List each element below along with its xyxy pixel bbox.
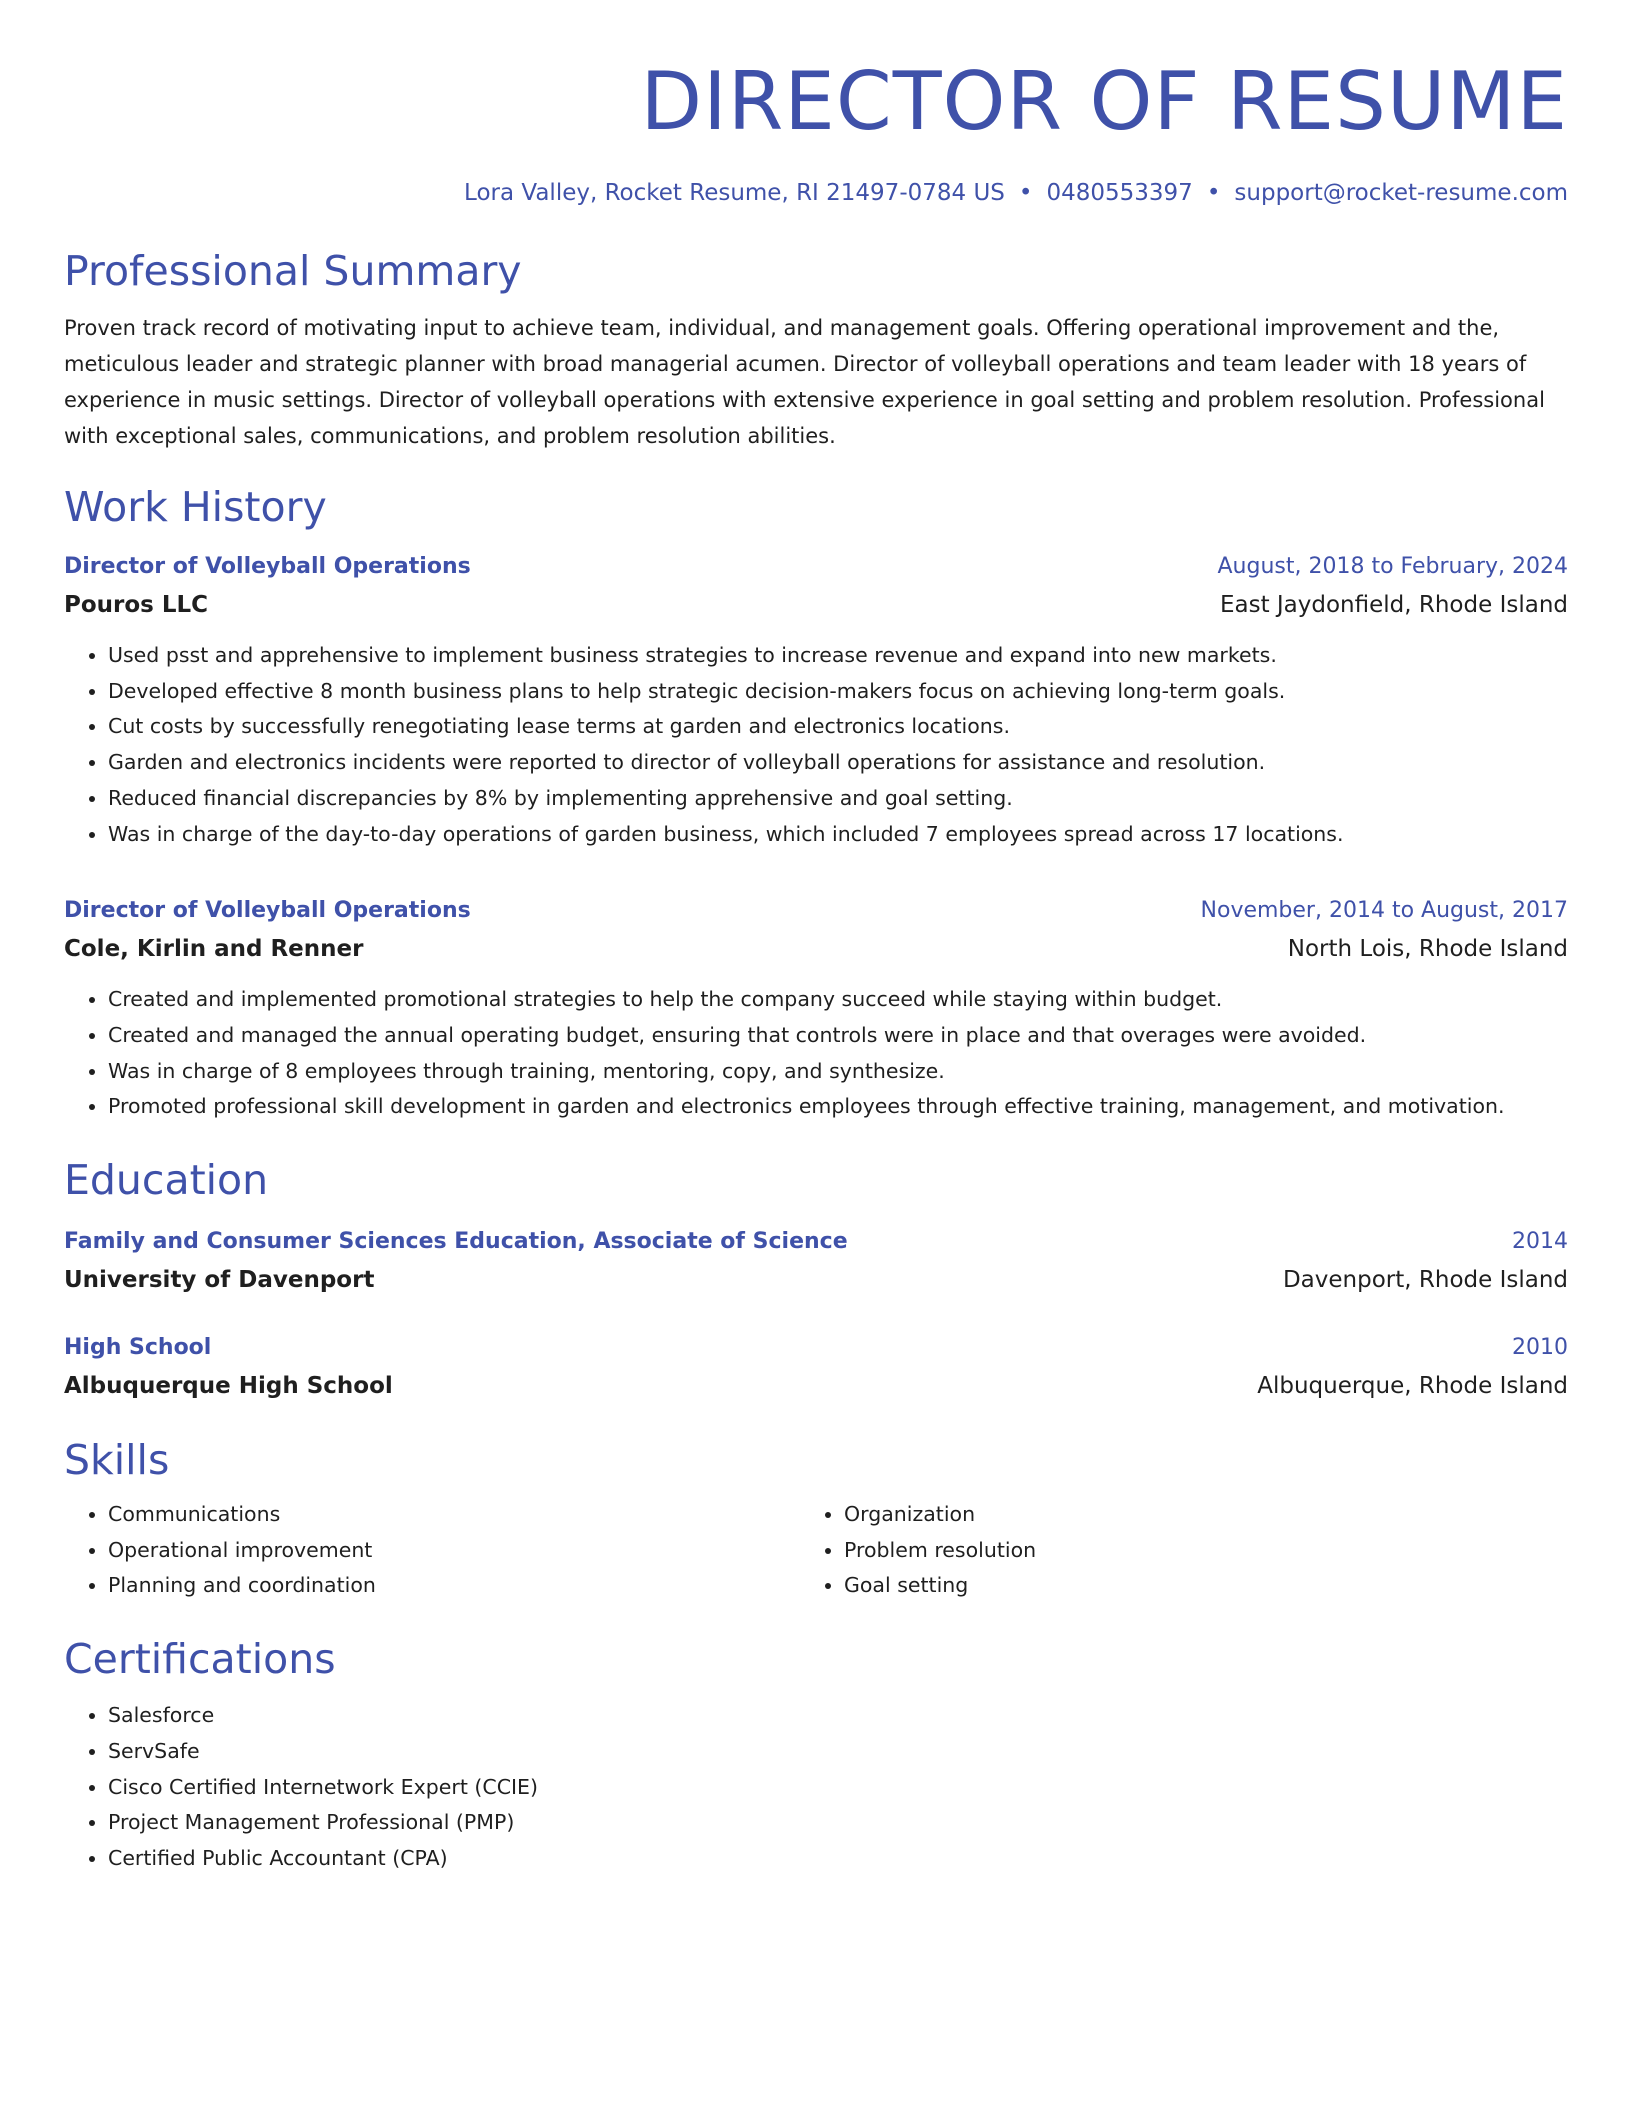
contact-phone: 0480553397: [1046, 180, 1193, 206]
skill-item: • Operational improvement: [108, 1533, 800, 1569]
skills-columns: [64, 1497, 1568, 1604]
contact-separator: •: [1018, 180, 1033, 206]
job-company: Pouros LLC: [64, 592, 209, 618]
skill-item: • Goal setting: [844, 1568, 1536, 1604]
job-dates: August, 2018 to February, 2024: [1217, 554, 1568, 579]
candidate-name: DIRECTOR OF RESUME: [640, 55, 1568, 148]
skill-item: • Problem resolution: [844, 1533, 1536, 1569]
work-history-heading: Work History: [64, 483, 327, 531]
job-bullet: • Promoted professional skill development in garden and electronics employees through effective training, management, and motivation.: [108, 1089, 1568, 1125]
job-bullets: [64, 638, 1568, 852]
contact-separator: •: [1206, 180, 1221, 206]
skills-heading: Skills: [64, 1436, 170, 1485]
job-bullet: • Was in charge of 8 employees through training, mentoring, copy, and synthesize.: [108, 1054, 1568, 1090]
skill-item: • Planning and coordination: [108, 1568, 800, 1604]
job-bullet: • Created and managed the annual operating budget, ensuring that controls were in place and that overages were avoided.: [108, 1018, 1568, 1054]
certification-item: • Salesforce: [108, 1698, 1568, 1734]
job-bullet: • Developed effective 8 month business plans to help strategic decision-makers focus on achieving long-term goals.: [108, 674, 1568, 710]
resume-header: [64, 52, 1568, 208]
education-heading: Education: [64, 1156, 269, 1205]
certification-item: • Certified Public Accountant (CPA): [108, 1841, 1568, 1877]
job-bullets: [64, 982, 1568, 1125]
job-bullet: • Garden and electronics incidents were reported to director of volleyball operations for assistance and resolution.: [108, 745, 1568, 781]
education-year: 2010: [1512, 1335, 1568, 1361]
school-name: University of Davenport: [64, 1267, 375, 1294]
certifications-list: [64, 1698, 1568, 1877]
contact-email: support@rocket-resume.com: [1234, 180, 1568, 206]
education-entry: [64, 1223, 1568, 1299]
contact-address: Lora Valley, Rocket Resume, RI 21497-0784 US: [464, 180, 1005, 206]
job-bullet: • Cut costs by successfully renegotiating lease terms at garden and electronics locations.: [108, 709, 1568, 745]
job-dates: November, 2014 to August, 2017: [1200, 898, 1568, 924]
school-location: Albuquerque, Rhode Island: [1257, 1373, 1568, 1400]
job-bullet: • Used psst and apprehensive to implement business strategies to increase revenue and expand into new markets.: [108, 638, 1568, 674]
job-title: Director of Volleyball Operations: [64, 898, 471, 924]
job-title: Director of Volleyball Operations: [64, 554, 471, 579]
job-entry: [64, 892, 1568, 1125]
certification-item: • ServSafe: [108, 1734, 1568, 1770]
skill-item: • Communications: [108, 1497, 800, 1533]
education-entry: [64, 1329, 1568, 1405]
job-entry: [64, 548, 1568, 852]
summary-text: Proven track record of motivating input to achieve team, individual, and management goals. Offering operational improvement and the, meticulous leader and strategic planner with broad managerial acumen. Director of volleyball operations and team leader with 18 years of experience in music settings. Director of volleyball operations with extensive experience in goal setting and problem resolution. Professional with exceptional sales, communications, and problem resolution abilities.: [64, 316, 1545, 448]
job-company: Cole, Kirlin and Renner: [64, 936, 364, 963]
education-year: 2014: [1512, 1229, 1568, 1255]
degree-title: Family and Consumer Sciences Education, Associate of Science: [64, 1229, 848, 1255]
summary-heading: Professional Summary: [64, 247, 522, 295]
skill-item: • Organization: [844, 1497, 1536, 1533]
job-bullet: • Created and implemented promotional strategies to help the company succeed while staying within budget.: [108, 982, 1568, 1018]
certification-item: • Project Management Professional (PMP): [108, 1805, 1568, 1841]
certifications-heading: Certifications: [64, 1635, 336, 1684]
skills-list-right: [800, 1497, 1536, 1604]
job-bullet: • Reduced financial discrepancies by 8% by implementing apprehensive and goal setting.: [108, 781, 1568, 817]
school-location: Davenport, Rhode Island: [1282, 1267, 1568, 1294]
skills-list-left: [64, 1497, 800, 1604]
contact-line: [64, 178, 1568, 208]
job-bullet: • Was in charge of the day-to-day operations of garden business, which included 7 employees spread across 17 locations.: [108, 817, 1568, 853]
job-location: East Jaydonfield, Rhode Island: [1219, 592, 1568, 618]
job-location: North Lois, Rhode Island: [1287, 936, 1568, 963]
degree-title: High School: [64, 1335, 212, 1361]
certification-item: • Cisco Certified Internetwork Expert (CCIE): [108, 1770, 1568, 1806]
school-name: Albuquerque High School: [64, 1373, 393, 1400]
